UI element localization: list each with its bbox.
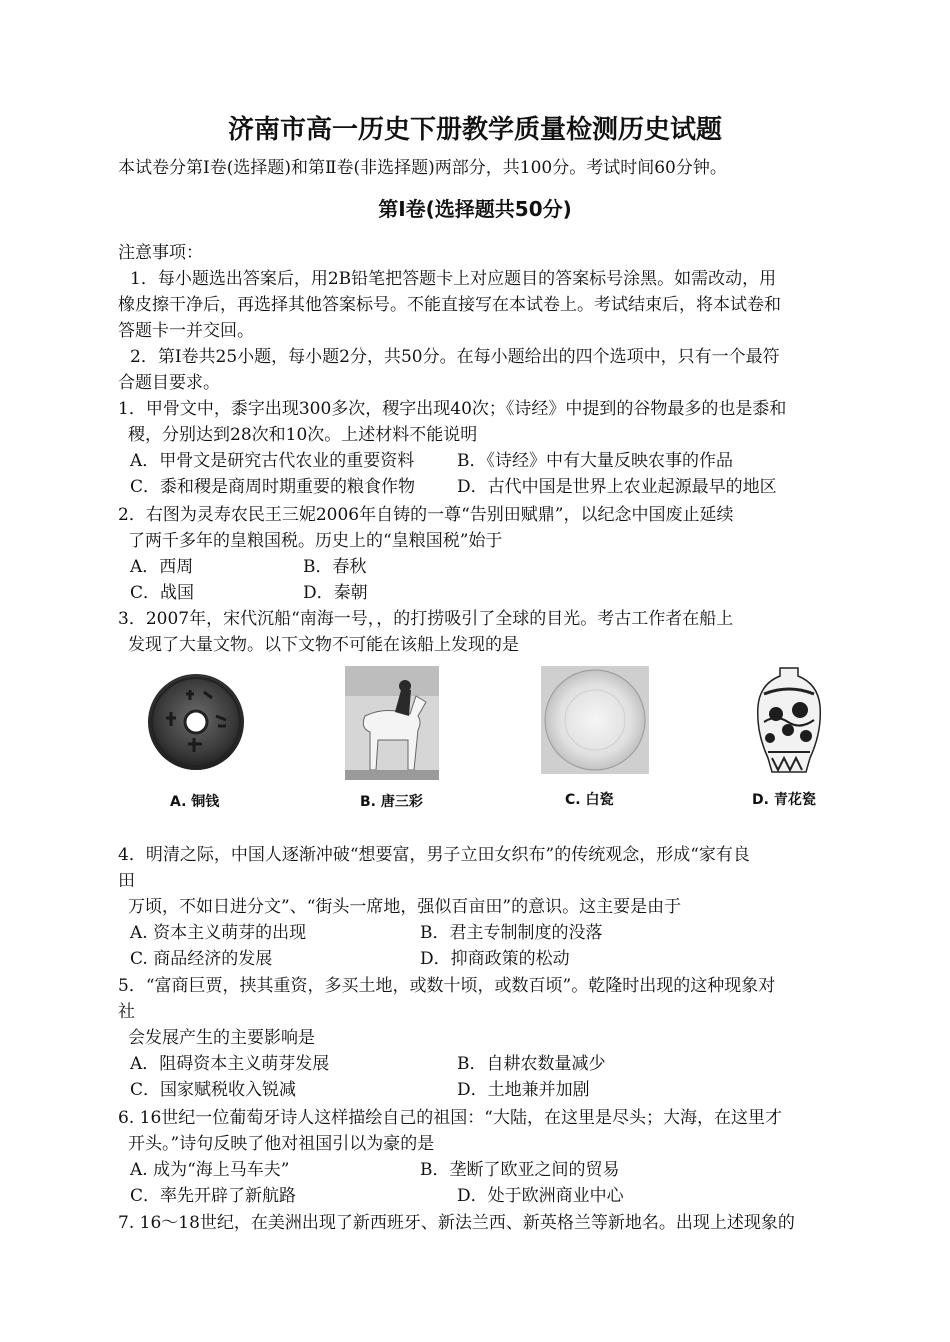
- q1-stem-line-2: 稷，分别达到28次和10次。上述材料不能说明: [128, 425, 478, 445]
- q3-stem-line-1: 3．2007年，宋代沉船“南海一号，，的打捞吸引了全球的目光。考古工作者在船上: [118, 609, 734, 629]
- note-1-line-2: 橡皮擦干净后，再选择其他答案标号。不能直接写在本试卷上。考试结束后，将本试卷和: [118, 295, 781, 315]
- tang-sancai-image: [345, 666, 439, 780]
- q6-option-b: B．垄断了欧亚之间的贸易: [420, 1160, 620, 1180]
- note-2-line-2: 合题目要求。: [118, 373, 220, 393]
- q4-option-c: C. 商品经济的发展: [130, 949, 273, 969]
- q5-option-d: D．土地兼并加剧: [457, 1080, 590, 1100]
- q2-stem-line-1: 2．右图为灵寿农民王三妮2006年自铸的一尊“告别田赋鼎”，以纪念中国废止延续: [118, 505, 734, 525]
- q2-option-d: D．秦朝: [303, 583, 368, 603]
- q4-stem-line-2: 万顷，不如日进分文”、“街头一席地，强似百亩田”的意识。这主要是由于: [128, 897, 682, 917]
- q6-stem-line-2: 开头。”诗句反映了他对祖国引以为豪的是: [128, 1134, 435, 1154]
- copper-coin-image: [146, 672, 246, 772]
- q1-stem-line-1: 1．甲骨文中，黍字出现300多次，稷字出现40次；《诗经》中提到的谷物最多的也是黍和: [118, 399, 787, 419]
- white-porcelain-image: [541, 666, 649, 774]
- q2-option-b: B．春秋: [303, 557, 367, 577]
- q6-stem-line-1: 6. 16世纪一位葡萄牙诗人这样描绘自己的祖国：“大陆，在这里是尽头；大海，在这里才: [118, 1108, 782, 1128]
- notes-heading: 注意事项：: [118, 243, 203, 263]
- q6-option-c: C．率先开辟了新航路: [130, 1186, 297, 1206]
- q1-option-d: D．古代中国是世界上农业起源最早的地区: [457, 477, 777, 497]
- q2-option-c: C．战国: [130, 583, 195, 603]
- blue-white-porcelain-image: [750, 664, 828, 782]
- q4-option-d: D．抑商政策的松动: [420, 949, 570, 969]
- q1-option-b: B．《诗经》中有大量反映农事的作品: [457, 451, 733, 471]
- q4-option-b: B．君主专制制度的没落: [420, 923, 603, 943]
- q5-option-b: B．自耕农数量减少: [457, 1054, 606, 1074]
- q5-stem-line-1-wrap: 社: [118, 1002, 135, 1022]
- image-label-a: A. 铜钱: [170, 794, 220, 810]
- q4-stem-line-1-wrap: 田: [118, 871, 135, 891]
- q2-stem-line-2: 了两千多年的皇粮国税。历史上的“皇粮国税”始于: [128, 531, 503, 551]
- q4-option-a: A. 资本主义萌芽的出现: [130, 923, 307, 943]
- q5-option-c: C．国家赋税收入锐减: [130, 1080, 297, 1100]
- note-1-line-3: 答题卡一并交回。: [118, 321, 254, 341]
- q1-option-a: A．甲骨文是研究古代农业的重要资料: [130, 451, 415, 471]
- section-title: 第Ⅰ卷(选择题共50分): [378, 197, 572, 221]
- page-title: 济南市高一历史下册教学质量检测历史试题: [227, 115, 722, 145]
- q6-option-d: D．处于欧洲商业中心: [457, 1186, 624, 1206]
- q2-option-a: A．西周: [130, 557, 194, 577]
- q5-stem-line-1: 5．“富商巨贾，挟其重资，多买土地，或数十顷，或数百顷”。乾隆时出现的这种现象对: [118, 976, 776, 996]
- q6-option-a: A. 成为“海上马车夫”: [130, 1160, 290, 1180]
- q3-stem-line-2: 发现了大量文物。以下文物不可能在该船上发现的是: [128, 635, 519, 655]
- q4-stem-line-1: 4．明清之际，中国人逐渐冲破“想要富，男子立田女织布”的传统观念，形成“家有良: [118, 845, 750, 865]
- q1-option-c: C．黍和稷是商周时期重要的粮食作物: [130, 477, 416, 497]
- image-label-d: D. 青花瓷: [752, 792, 816, 808]
- note-2-line-1: 2．第Ⅰ卷共25小题，每小题2分，共50分。在每小题给出的四个选项中，只有一个最符: [130, 347, 780, 367]
- q5-stem-line-2: 会发展产生的主要影响是: [128, 1028, 315, 1048]
- image-label-b: B. 唐三彩: [360, 794, 423, 810]
- exam-intro: 本试卷分第Ⅰ卷(选择题)和第Ⅱ卷(非选择题)两部分，共100分。考试时间60分钟。: [118, 158, 727, 178]
- q7-stem-line-1: 7. 16～18世纪，在美洲出现了新西班牙、新法兰西、新英格兰等新地名。出现上述现象的: [118, 1213, 795, 1233]
- q5-option-a: A．阻碍资本主义萌芽发展: [130, 1054, 330, 1074]
- note-1-line-1: 1．每小题选出答案后，用2B铅笔把答题卡上对应题目的答案标号涂黑。如需改动，用: [130, 269, 777, 289]
- image-label-c: C. 白瓷: [565, 792, 614, 808]
